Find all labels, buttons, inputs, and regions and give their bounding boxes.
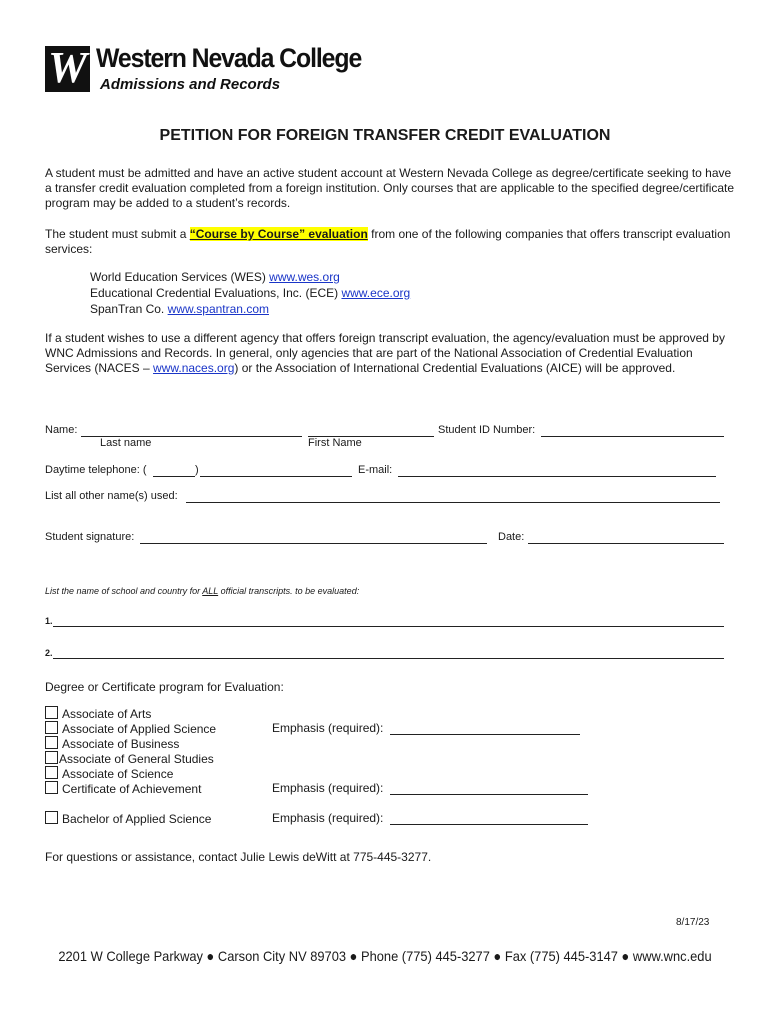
intro-paragraph: A student must be admitted and have an active student account at Western Nevada College as degree/certificate seeking to have a transfer credit evaluation completed from a foreign institution. Only courses that are applicable to the specified degree/certificate program may be added to a student’s records. <box>45 166 735 210</box>
option-label: Associate of Arts <box>62 707 152 721</box>
company-ece <box>90 286 410 301</box>
college-logo <box>45 43 90 92</box>
department-name: Admissions and Records <box>100 76 281 93</box>
program-option-associate-business[interactable] <box>45 736 179 751</box>
page-title: PETITION FOR FOREIGN TRANSFER CREDIT EVALUATION <box>159 127 611 144</box>
agency-paragraph <box>45 331 735 376</box>
checkbox[interactable] <box>45 721 58 734</box>
emphasis-field-bachelor[interactable] <box>390 824 588 825</box>
program-option-associate-general-studies[interactable] <box>45 751 214 766</box>
option-label: Certificate of Achievement <box>62 782 202 796</box>
option-label: Bachelor of Applied Science <box>62 812 212 826</box>
company-wes <box>90 270 340 285</box>
agency-text-before: If a student wishes to use a different agency that offers foreign transcript evaluation, the agency/evaluation must be approved by WNC Admissions and Records. In general, only agencies that are part of the National Association of Credential Evaluation Services (NACES – <box>45 331 725 375</box>
instruction-all: ALL <box>202 586 219 596</box>
emphasis-label-certificate: Emphasis (required): <box>272 781 384 795</box>
checkbox[interactable] <box>45 751 58 764</box>
emphasis-label-bachelor: Emphasis (required): <box>272 811 384 825</box>
phone-number-field[interactable] <box>200 476 352 477</box>
emphasis-field-certificate[interactable] <box>390 794 588 795</box>
checkbox[interactable] <box>45 811 58 824</box>
agency-text-after: ) or the Association of International Credential Evaluations (AICE) will be approved. <box>234 361 676 375</box>
transcript-line-1[interactable] <box>53 626 724 627</box>
revision-date: 8/17/23 <box>676 917 710 928</box>
checkbox[interactable] <box>45 781 58 794</box>
option-label: Associate of Science <box>62 767 174 781</box>
checkbox[interactable] <box>45 766 58 779</box>
phone-label: Daytime telephone: ( <box>45 464 147 476</box>
last-name-caption: Last name <box>100 437 152 449</box>
wes-link[interactable]: www.wes.org <box>269 270 340 284</box>
program-option-certificate-achievement[interactable] <box>45 781 201 796</box>
program-option-associate-science[interactable] <box>45 766 173 781</box>
submit-text-before: The student must submit a <box>45 227 190 241</box>
transcripts-instruction <box>45 586 359 596</box>
company-name: World Education Services (WES) <box>90 270 270 284</box>
college-name: Western Nevada College <box>96 43 362 73</box>
spantran-link[interactable]: www.spantran.com <box>167 302 269 316</box>
other-names-field[interactable] <box>186 502 720 503</box>
date-label: Date: <box>498 531 525 543</box>
signature-field[interactable] <box>140 543 487 544</box>
option-label: Associate of Applied Science <box>62 722 217 736</box>
logo-letter: W <box>47 43 88 92</box>
program-option-associate-arts[interactable] <box>45 706 151 721</box>
transcript-line-2-number: 2. <box>45 648 53 658</box>
date-field[interactable] <box>528 543 724 544</box>
student-id-label: Student ID Number: <box>438 424 536 436</box>
naces-link[interactable]: www.naces.org <box>153 361 235 375</box>
option-label: Associate of General Studies <box>59 752 214 766</box>
instruction-after: official transcripts. to be evaluated: <box>218 586 360 596</box>
option-label: Associate of Business <box>62 737 180 751</box>
phone-paren-close: ) <box>195 464 199 476</box>
other-names-label: List all other name(s) used: <box>45 490 178 502</box>
emphasis-field-aas[interactable] <box>390 734 580 735</box>
programs-heading: Degree or Certificate program for Evaluation: <box>45 680 284 694</box>
email-label: E-mail: <box>358 464 393 476</box>
instruction-before: List the name of school and country for <box>45 586 203 596</box>
first-name-caption: First Name <box>308 437 362 449</box>
transcript-line-2[interactable] <box>53 658 724 659</box>
contact-info: For questions or assistance, contact Julie Lewis deWitt at 775-445-3277. <box>45 850 432 864</box>
company-name: Educational Credential Evaluations, Inc. (ECE) <box>90 286 342 300</box>
email-field[interactable] <box>398 476 716 477</box>
program-option-bachelor-applied-science[interactable] <box>45 811 211 826</box>
student-id-field[interactable] <box>541 436 724 437</box>
course-by-course-highlight: “Course by Course” evaluation <box>189 227 368 241</box>
submit-text-after: from one of the following companies that offers transcript evaluation services: <box>45 227 731 256</box>
footer-address: 2201 W College Parkway ● Carson City NV 89703 ● Phone (775) 445-3277 ● Fax (775) 445-3147 ● www.wnc.edu <box>58 948 712 964</box>
transcript-line-1-number: 1. <box>45 616 53 626</box>
area-code-field[interactable] <box>153 476 195 477</box>
name-label: Name: <box>45 424 78 436</box>
submit-paragraph <box>45 227 735 257</box>
company-name: SpanTran Co. <box>90 302 168 316</box>
checkbox[interactable] <box>45 706 58 719</box>
emphasis-label-aas: Emphasis (required): <box>272 721 384 735</box>
program-option-associate-applied-science[interactable] <box>45 721 216 736</box>
company-spantran <box>90 302 269 317</box>
checkbox[interactable] <box>45 736 58 749</box>
ece-link[interactable]: www.ece.org <box>341 286 411 300</box>
signature-label: Student signature: <box>45 531 135 543</box>
